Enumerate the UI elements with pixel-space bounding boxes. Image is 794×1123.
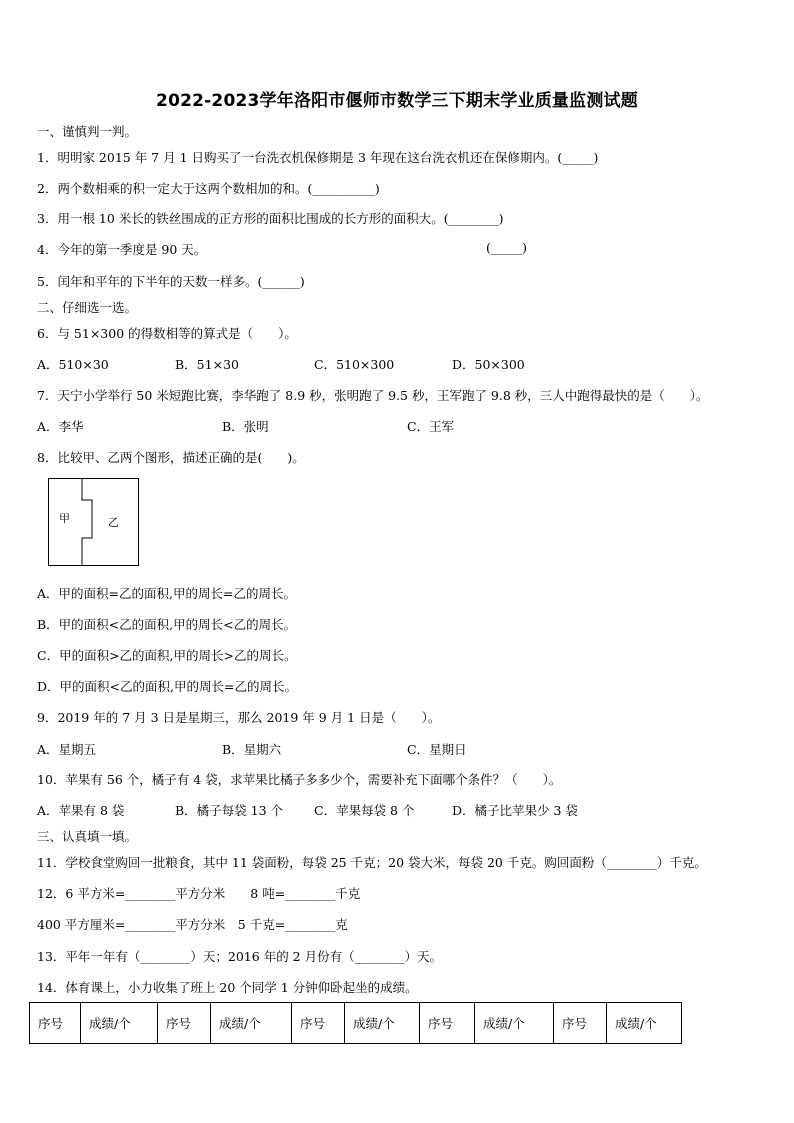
- table-header-row: [30, 1003, 682, 1044]
- question-9: 9．2019 年的 7 月 3 日是星期三，那么 2019 年 9 月 1 日是（ ）。: [37, 710, 441, 725]
- question-8-option-b[interactable]: B．甲的面积<乙的面积,甲的周长<乙的周长。: [37, 617, 297, 632]
- question-6: 6．与 51×300 的得数相等的算式是（ ）。: [37, 326, 297, 341]
- question-14: 14．体育课上，小力收集了班上 20 个同学 1 分钟仰卧起坐的成绩。: [37, 980, 418, 995]
- question-10-option-a[interactable]: A．苹果有 8 袋: [37, 803, 125, 818]
- table-header-cell: 成绩/个: [81, 1003, 158, 1044]
- table-header-cell: 序号: [158, 1003, 211, 1044]
- table-header-cell: 成绩/个: [345, 1003, 420, 1044]
- table-header-cell: 成绩/个: [607, 1003, 682, 1044]
- table-header-cell: 成绩/个: [211, 1003, 292, 1044]
- question-10-option-c[interactable]: C．苹果每袋 8 个: [314, 803, 415, 818]
- question-11: 11．学校食堂购回一批粮食，其中 11 袋面粉，每袋 25 千克；20 袋大米，每袋 20 千克。购回面粉（________）千克。: [37, 855, 707, 870]
- question-10: 10．苹果有 56 个，橘子有 4 袋，求苹果比橘子多多少个，需要补充下面哪个条件？（ ）。: [37, 772, 562, 787]
- question-6-option-c[interactable]: C．510×300: [314, 357, 395, 372]
- question-7-option-b[interactable]: B．张明: [222, 419, 269, 434]
- section-heading-choice: 二、仔细选一选。: [37, 300, 138, 315]
- question-4-answer-blank[interactable]: (_____): [486, 240, 528, 255]
- question-9-option-a[interactable]: A．星期五: [37, 742, 97, 757]
- question-2: 2．两个数相乘的积一定大于这两个数相加的和。(__________): [37, 181, 380, 196]
- question-12-part-2: 400 平方厘米=________平方分米 5 千克=________克: [37, 917, 348, 932]
- shape-label-yi: 乙: [108, 516, 119, 529]
- table-header-cell: 序号: [554, 1003, 607, 1044]
- question-4: 4．今年的第一季度是 90 天。: [37, 242, 207, 257]
- section-heading-fill: 三、认真填一填。: [37, 829, 138, 844]
- question-3: 3．用一根 10 米长的铁丝围成的正方形的面积比围成的长方形的面积大。(________): [37, 211, 504, 226]
- question-6-option-d[interactable]: D．50×300: [452, 357, 525, 372]
- question-9-option-c[interactable]: C．星期日: [407, 742, 467, 757]
- section-heading-judge: 一、谨慎判一判。: [37, 124, 138, 139]
- question-8-option-a[interactable]: A．甲的面积=乙的面积,甲的周长=乙的周长。: [37, 586, 296, 601]
- question-7-option-a[interactable]: A．李华: [37, 419, 84, 434]
- table-header-cell: 序号: [30, 1003, 81, 1044]
- table-header-cell: 成绩/个: [475, 1003, 554, 1044]
- question-6-option-a[interactable]: A．510×30: [37, 357, 109, 372]
- table-header-cell: 序号: [420, 1003, 475, 1044]
- situp-score-table: [29, 1002, 682, 1044]
- question-7-option-c[interactable]: C．王军: [407, 419, 455, 434]
- question-5: 5．闰年和平年的下半年的天数一样多。(______): [37, 274, 305, 289]
- question-1: 1．明明家 2015 年 7 月 1 日购买了一台洗衣机保修期是 3 年现在这台洗衣机还在保修期内。(_____): [37, 150, 599, 165]
- question-9-option-b[interactable]: B．星期六: [222, 742, 282, 757]
- shape-label-jia: 甲: [59, 512, 70, 525]
- question-8: 8．比较甲、乙两个图形，描述正确的是( )。: [37, 450, 305, 465]
- page-title: 2022-2023学年洛阳市偃师市数学三下期末学业质量监测试题: [156, 91, 638, 111]
- question-10-option-b[interactable]: B．橘子每袋 13 个: [175, 803, 284, 818]
- question-6-option-b[interactable]: B．51×30: [175, 357, 239, 372]
- shape-comparison-figure: [48, 478, 139, 566]
- table-header-cell: 序号: [292, 1003, 345, 1044]
- question-7: 7．天宁小学举行 50 米短跑比赛，李华跑了 8.9 秒，张明跑了 9.5 秒，王军跑了 9.8 秒，三人中跑得最快的是（ ）。: [37, 388, 709, 403]
- question-8-option-c[interactable]: C．甲的面积>乙的面积,甲的周长>乙的周长。: [37, 648, 297, 663]
- question-13: 13．平年一年有（________）天；2016 年的 2 月份有（________）天。: [37, 949, 443, 964]
- question-12-part-1: 12．6 平方米=________平方分米 8 吨=________千克: [37, 886, 361, 901]
- question-8-option-d[interactable]: D．甲的面积<乙的面积,甲的周长=乙的周长。: [37, 679, 297, 694]
- question-10-option-d[interactable]: D．橘子比苹果少 3 袋: [452, 803, 578, 818]
